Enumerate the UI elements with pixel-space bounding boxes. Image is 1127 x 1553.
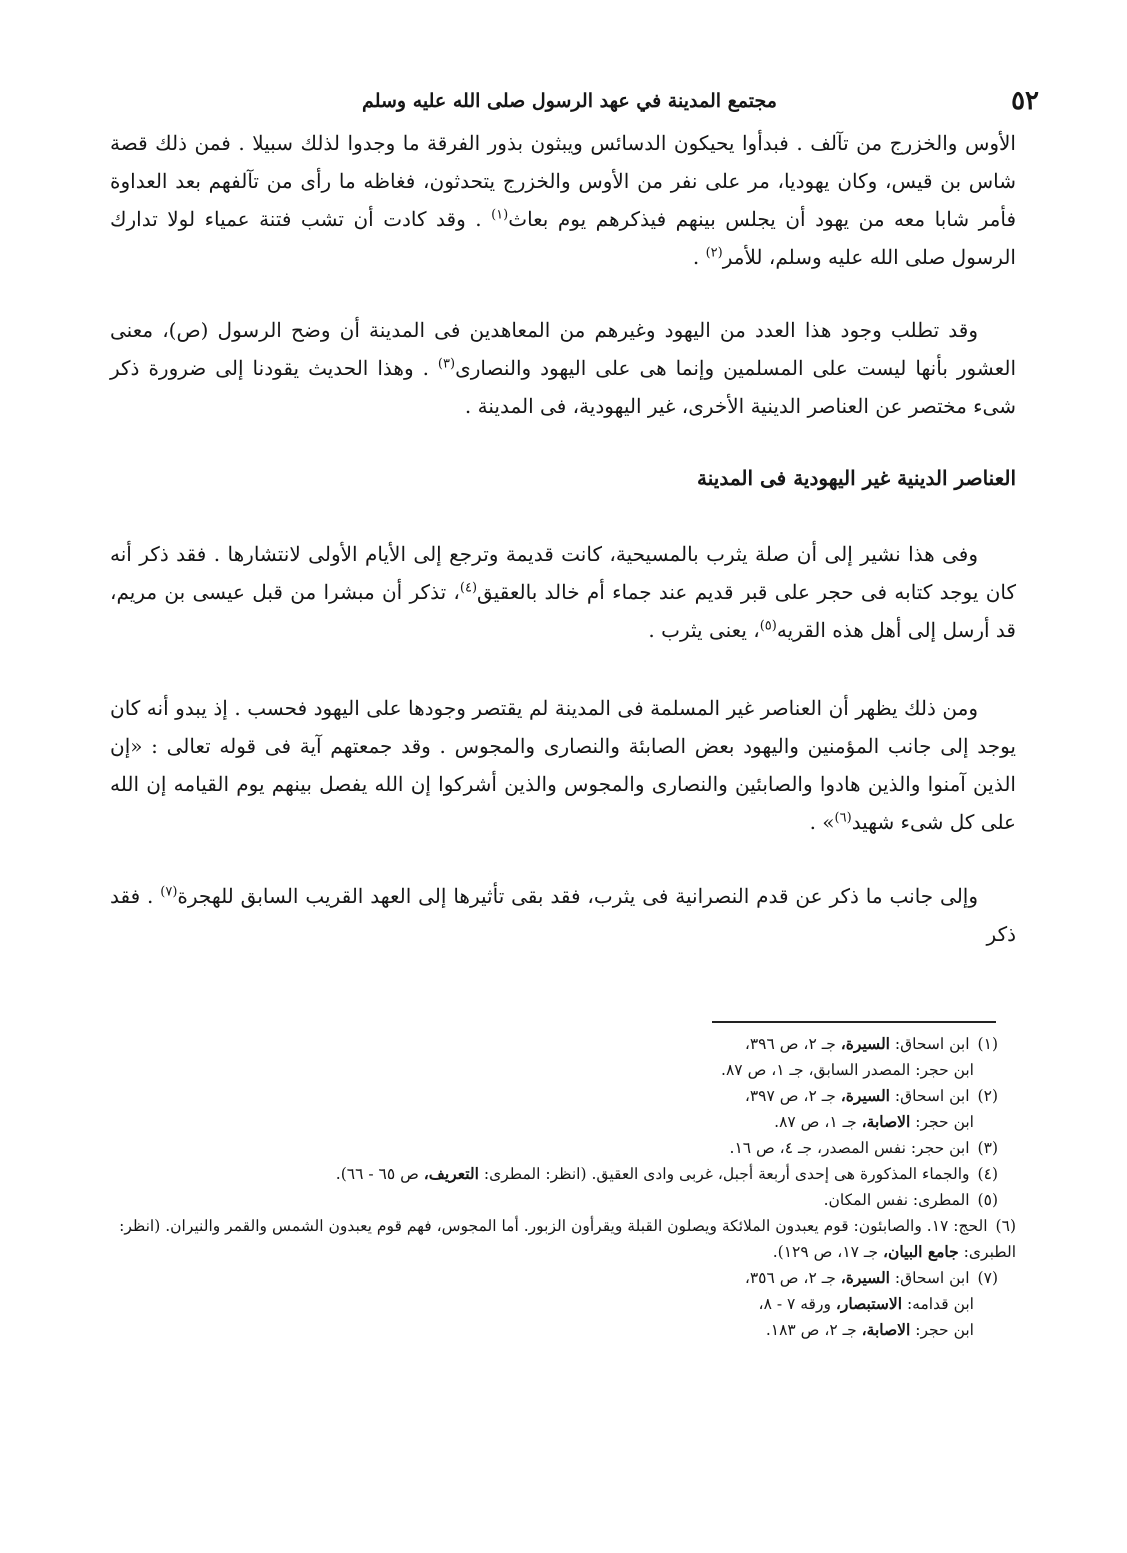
footnote-title: الاصابة، <box>861 1112 911 1131</box>
footnote-title: السيرة، <box>840 1034 890 1053</box>
paragraph-2-text-a: وقد تطلب وجود هذا العدد من اليهود وغيرهم من المعاهدين فى المدينة أن وضح الرسول (ص)، معنى العشور بأنها ليست على المسلمين وإنما هى على اليهود والنصارى <box>110 318 1016 380</box>
footnote-4 <box>110 1161 1016 1187</box>
footnote-number: (٧) <box>977 1269 998 1287</box>
footnote-6 <box>110 1213 1016 1265</box>
paragraph-4-text-b: » . <box>809 810 835 834</box>
paragraph-5-text-a: وإلى جانب ما ذكر عن قدم النصرانية فى يثرب، فقد بقى تأثيرها إلى العهد القريب السابق للهجرة <box>177 884 978 908</box>
footnote-text: الحج: ١٧. والصابئون: قوم يعبدون الملائكة ويصلون القبلة ويقرأون الزبور. أما المجوس، فهم قوم يعبدون الشمس والقمر والنيران. (انظر: الطبرى: <box>119 1217 1016 1261</box>
footnote-author: ابن اسحاق: <box>894 1269 970 1287</box>
footnote-7a <box>110 1265 1016 1291</box>
footnote-number: (٣) <box>977 1139 998 1157</box>
footnote-title: التعريف، <box>423 1164 479 1183</box>
footnote-ref-4[interactable]: (٤) <box>459 580 478 596</box>
page-number: ٥٢ <box>1011 86 1039 116</box>
footnote-title: جامع البيان، <box>882 1242 959 1261</box>
footnote-7b <box>110 1291 1016 1317</box>
footnote-location: جـ ٢، ص ٣٥٦، <box>744 1269 836 1287</box>
paragraph-3 <box>110 535 1016 649</box>
footnote-title: الاصابة، <box>861 1320 911 1339</box>
footnote-number: (٦) <box>995 1217 1016 1235</box>
footnote-text: والجماء المذكورة هى إحدى أربعة أجبل، غربى وادى العقيق. (انظر: المطرى: <box>483 1165 970 1183</box>
footnote-2b <box>110 1109 1016 1135</box>
paragraph-4-text-a: ومن ذلك يظهر أن العناصر غير المسلمة فى المدينة لم يقتصر وجودها على اليهود فحسب . إذ يبدو أنه كان يوجد إلى جانب المؤمنين واليهود بعض الصابئة والنصارى والمجوس . وقد جمعتهم آية فى قوله تعالى : «إن الذين آمنوا والذين هادوا والصابئين والنصارى والمجوس والذين أشركوا إن الله يفصل بينهم يوم القيامه إن الله على كل شىء شهيد <box>110 696 1016 834</box>
footnote-2a <box>110 1083 1016 1109</box>
footnote-ref-5[interactable]: (٥) <box>759 618 777 634</box>
paragraph-1-text-c: . <box>692 245 706 269</box>
paragraph-3-text-a: وفى هذا نشير إلى أن صلة يثرب بالمسيحية، كانت قديمة وترجع إلى الأيام الأولى لانتشارها . فقد ذكر أنه كان يوجد كتابه فى حجر على قبر قديم عند جماء أم خالد بالعقيق <box>110 542 1016 604</box>
footnote-number: (٤) <box>977 1165 998 1183</box>
page-header <box>100 86 1039 122</box>
paragraph-4 <box>110 689 1016 841</box>
footnote-5 <box>110 1187 1016 1213</box>
footnote-location: جـ ٢، ص ٣٩٧، <box>744 1087 836 1105</box>
footnote-3 <box>110 1135 1016 1161</box>
footnote-text: ابن حجر: المصدر السابق، جـ ١، ص ٨٧. <box>721 1061 974 1079</box>
footnote-text: المطرى: نفس المكان. <box>823 1191 970 1209</box>
footnote-ref-3[interactable]: (٣) <box>437 356 456 372</box>
footnote-author: ابن اسحاق: <box>894 1087 970 1105</box>
footnote-title: الاستبصار، <box>835 1294 903 1313</box>
footnote-location: ورقه ٧ - ٨، <box>758 1295 831 1313</box>
footnotes <box>110 1031 1016 1343</box>
paragraph-1 <box>110 124 1016 276</box>
footnote-title: السيرة، <box>840 1268 890 1287</box>
section-heading: العناصر الدينية غير اليهودية فى المدينة <box>697 466 1016 490</box>
footnote-author: ابن حجر: <box>915 1321 974 1339</box>
footnote-number: (٥) <box>977 1191 998 1209</box>
body-text <box>110 124 1016 953</box>
footnote-location: جـ ٢، ص ١٨٣. <box>765 1321 857 1339</box>
footnote-1b <box>110 1057 1016 1083</box>
footnote-location: ص ٦٥ - ٦٦). <box>335 1165 419 1183</box>
footnote-ref-2[interactable]: (٢) <box>705 245 723 261</box>
footnote-ref-7[interactable]: (٧) <box>160 884 178 900</box>
footnote-number: (١) <box>977 1035 998 1053</box>
running-title: مجتمع المدينة في عهد الرسول صلى الله عليه وسلم <box>362 90 777 112</box>
footnote-ref-6[interactable]: (٦) <box>834 810 852 826</box>
paragraph-2-text-b: . وهذا الحديث يقودنا إلى ضرورة ذكر شىء مختصر عن العناصر الدينية الأخرى، غير اليهودية، فى المدينة . <box>110 356 1016 418</box>
footnote-author: ابن قدامه: <box>906 1295 974 1313</box>
paragraph-2 <box>110 311 1016 425</box>
footnote-separator <box>712 1021 996 1023</box>
footnote-title: السيرة، <box>840 1086 890 1105</box>
footnote-location: جـ ٢، ص ٣٩٦، <box>744 1035 836 1053</box>
paragraph-3-text-b: ، تذكر أن مبشرا من قبل عيسى بن مريم، قد أرسل إلى أهل هذه القريه <box>110 580 1016 642</box>
footnote-location: جـ ١٧، ص ١٢٩). <box>772 1243 879 1261</box>
paragraph-3-text-c: ، يعنى يثرب . <box>648 618 760 642</box>
footnote-author: ابن حجر: <box>915 1113 974 1131</box>
footnote-location: جـ ١، ص ٨٧. <box>774 1113 857 1131</box>
footnote-author: ابن اسحاق: <box>894 1035 970 1053</box>
footnote-ref-1[interactable]: (١) <box>491 207 509 223</box>
paragraph-5-text-b: . فقد ذكر <box>110 884 1016 946</box>
footnote-7c <box>110 1317 1016 1343</box>
paragraph-5 <box>110 877 1016 953</box>
paragraph-1-text-b: . وقد كادت أن تشب فتنة عمياء لولا تدارك الرسول صلى الله عليه وسلم، للأمر <box>110 207 1016 269</box>
footnote-number: (٢) <box>977 1087 998 1105</box>
paragraph-1-text-a: الأوس والخزرج من تآلف . فبدأوا يحيكون الدسائس ويبثون بذور الفرقة ما وجدوا لذلك سبيلا . فمن ذلك قصة شاس بن قيس، وكان يهوديا، مر على نفر من الأوس والخزرج يتحدثون، فغاظه ما رأى من تآلفهم بعد العداوة فأمر شابا معه من يهود أن يجلس بينهم فيذكرهم يوم بعاث <box>110 131 1016 231</box>
footnote-text: ابن حجر: نفس المصدر، جـ ٤، ص ١٦. <box>729 1139 970 1157</box>
footnote-1a <box>110 1031 1016 1057</box>
